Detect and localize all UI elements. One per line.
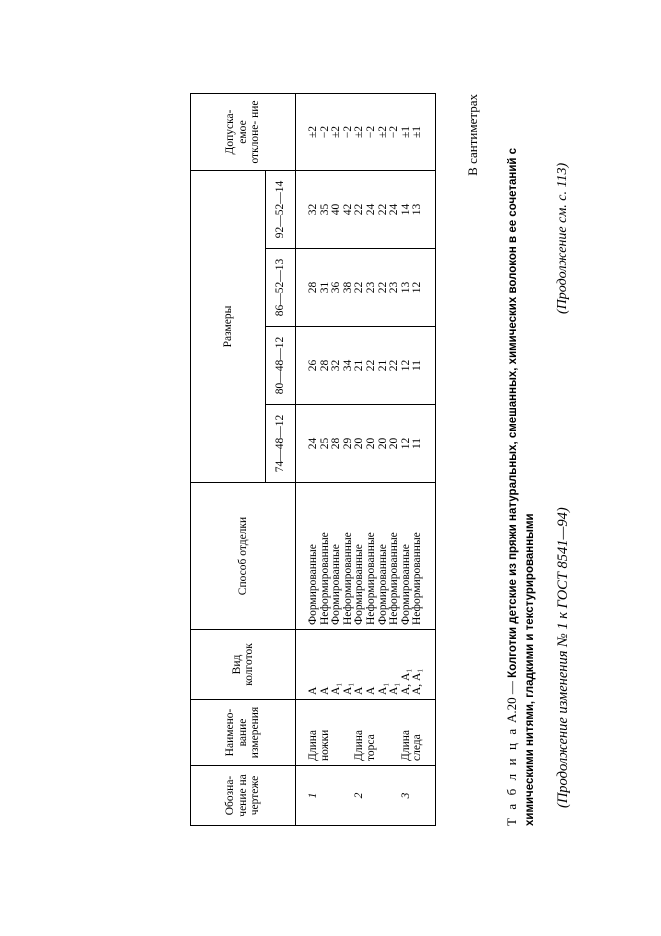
finish-value: Формированные — [330, 544, 343, 625]
size-value: 36 — [330, 281, 343, 294]
name-line: следа — [411, 734, 424, 761]
size-value: 29 — [341, 437, 354, 450]
size-col-86 — [296, 249, 436, 327]
size-value: 24 — [388, 203, 401, 216]
name-line: Длина — [307, 730, 319, 761]
tolerance-value: ±2 — [353, 125, 366, 139]
tolerance-value: ±1 — [399, 125, 412, 139]
kind-value: А₁ — [376, 682, 389, 695]
tolerance-value: −2 — [364, 125, 377, 139]
name-line: Длина — [399, 730, 412, 761]
code-value: 2 — [353, 792, 366, 799]
name-line: Длина — [353, 730, 366, 761]
size-value: 22 — [376, 203, 389, 216]
size-col-80 — [296, 327, 436, 405]
tolerance-value: ±1 — [411, 125, 424, 139]
kind-value: А, А₁ — [399, 668, 412, 695]
measurements-table — [190, 93, 436, 826]
name-line: ножки — [318, 729, 331, 761]
size-value: 20 — [364, 437, 377, 450]
size-value: 26 — [307, 359, 319, 372]
header-name: Наимено- вание измерения — [191, 700, 296, 766]
finish-value: Неформированные — [364, 532, 377, 625]
finish-value: Формированные — [307, 544, 319, 625]
kind-value: А₁ — [330, 682, 343, 695]
code-cell — [296, 766, 436, 826]
kind-value: А — [353, 686, 366, 695]
tolerance-value: ±2 — [376, 125, 389, 139]
size-value: 22 — [353, 281, 366, 294]
table-body — [296, 94, 436, 826]
size-value: 11 — [411, 437, 424, 450]
caption-number: А.20 — [504, 697, 519, 723]
kind-cell — [296, 630, 436, 700]
size-value: 24 — [364, 203, 377, 216]
size-value: 11 — [411, 359, 424, 372]
size-value: 20 — [353, 437, 366, 450]
size-value: 28 — [307, 281, 319, 294]
size-value: 25 — [318, 437, 331, 450]
size-value: 35 — [318, 203, 331, 216]
size-value: 34 — [341, 359, 354, 372]
header-sizes: Размеры — [191, 171, 266, 483]
size-value: 22 — [376, 281, 389, 294]
size-value: 24 — [307, 437, 319, 450]
header-size-col: 92—52—14 — [266, 171, 296, 249]
header-kind: Вид колготок — [191, 630, 296, 700]
continuation-header-note: (Продолжение изменения № 1 к ГОСТ 8541—94) — [555, 507, 571, 808]
units-label: В сантиметрах — [465, 94, 480, 176]
tolerance-value: ±2 — [330, 125, 343, 139]
kind-value: А — [364, 686, 377, 695]
size-value: 20 — [376, 437, 389, 450]
caption-dash: — — [504, 681, 519, 695]
header-size-col: 74—48—12 — [266, 405, 296, 483]
tolerance-value: −2 — [388, 125, 401, 139]
size-value: 21 — [376, 359, 389, 372]
caption-lead: Т а б л и ц а — [504, 726, 519, 826]
size-value: 31 — [318, 281, 331, 294]
code-value: 3 — [399, 792, 412, 799]
size-value: 22 — [388, 359, 401, 372]
header-size-col: 86—52—13 — [266, 249, 296, 327]
table-head — [191, 94, 296, 826]
finish-value: Формированные — [399, 544, 412, 625]
tolerance-cell — [296, 94, 436, 171]
size-value: 21 — [353, 359, 366, 372]
header-tolerance: Допуска- емое отклоне- ние — [191, 94, 296, 171]
size-value: 23 — [388, 281, 401, 294]
tolerance-value: −2 — [341, 125, 354, 139]
header-size-col: 80—48—12 — [266, 327, 296, 405]
size-value: 32 — [307, 203, 319, 216]
finish-value: Формированные — [376, 544, 389, 625]
kind-value: А₁ — [388, 682, 401, 695]
size-value: 22 — [353, 203, 366, 216]
finish-value: Неформированные — [318, 532, 331, 625]
size-value: 12 — [399, 359, 412, 372]
kind-value: А, А₁ — [411, 668, 424, 695]
table-caption — [504, 86, 538, 826]
kind-value: А₁ — [341, 682, 354, 695]
code-value: 1 — [307, 792, 319, 799]
size-value: 20 — [388, 437, 401, 450]
size-value: 12 — [399, 437, 412, 450]
caption-title: Колготки детские из пряжи натуральных, смешанных, химических волокон в ее сочетаний с химическими нитями, гладкими и текстурированными — [507, 147, 536, 826]
size-value: 42 — [341, 203, 354, 216]
size-value: 28 — [318, 359, 331, 372]
finish-cell — [296, 483, 436, 630]
size-value: 13 — [411, 203, 424, 216]
size-value: 13 — [399, 281, 412, 294]
finish-value: Неформированные — [388, 532, 401, 625]
tolerance-value: −2 — [318, 125, 331, 139]
size-value: 14 — [399, 203, 412, 216]
size-value: 22 — [364, 359, 377, 372]
size-col-74 — [296, 405, 436, 483]
size-value: 12 — [411, 281, 424, 294]
header-code: Обозна- чение на чертеже — [191, 766, 296, 826]
size-value: 28 — [330, 437, 343, 450]
tolerance-value: ±2 — [307, 125, 319, 139]
finish-value: Неформированные — [411, 532, 424, 625]
finish-value: Формированные — [353, 544, 366, 625]
size-value: 38 — [341, 281, 354, 294]
size-col-92 — [296, 171, 436, 249]
kind-value: А — [318, 686, 331, 695]
finish-value: Неформированные — [341, 532, 354, 625]
kind-value: А — [307, 686, 319, 695]
size-value: 32 — [330, 359, 343, 372]
header-finish: Способ отделки — [191, 483, 296, 630]
size-value: 23 — [364, 281, 377, 294]
size-value: 40 — [330, 203, 343, 216]
continuation-footer-note: (Продолжение см. с. 113) — [555, 162, 570, 314]
name-line: торса — [364, 734, 377, 761]
name-cell — [296, 700, 436, 766]
